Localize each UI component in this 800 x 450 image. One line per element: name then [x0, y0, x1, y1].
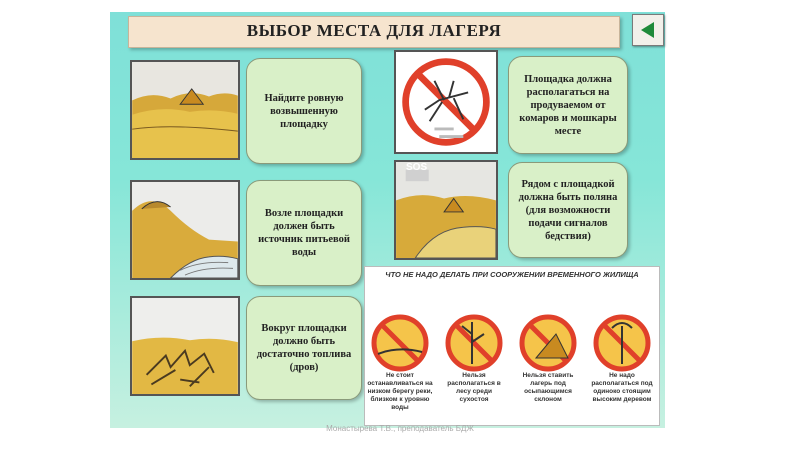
- flat-area-image: [130, 60, 240, 160]
- prohibition-icon: [590, 314, 654, 372]
- footer-credit: Монастырева Т.В., преподаватель БДЖ: [326, 424, 474, 433]
- card-fuel: Вокруг площадки должно быть достаточно топлива (дров): [246, 296, 362, 400]
- warnings-title: ЧТО НЕ НАДО ДЕЛАТЬ ПРИ СООРУЖЕНИИ ВРЕМЕННОГО ЖИЛИЩА: [385, 270, 639, 279]
- warning-caption: Нельзя ставить лагерь под осыпающимся склоном: [522, 372, 574, 403]
- warning-caption: Не стоит останавливаться на низком берегу реки, близком к уровню воды: [367, 372, 433, 411]
- card-water: Возле площадки должен быть источник питьевой воды: [246, 180, 362, 286]
- card-clearing: Рядом с площадкой должна быть поляна (для возможности подачи сигналов бедствия): [508, 162, 628, 258]
- water-source-image: [130, 180, 240, 280]
- card-ventilated: Площадка должна располагаться на продуваемом от комаров и мошкары месте: [508, 56, 628, 154]
- fuel-image: [130, 296, 240, 396]
- clearing-image: [394, 160, 498, 260]
- prohibition-icon: [516, 314, 580, 372]
- sos-label: SOS: [406, 162, 428, 173]
- prohibition-icon: [368, 314, 432, 372]
- page-title: ВЫБОР МЕСТА ДЛЯ ЛАГЕРЯ: [246, 21, 502, 40]
- triangle-left-icon: [633, 15, 663, 45]
- mosquito-image: [394, 50, 498, 154]
- prohibition-icon: [442, 314, 506, 372]
- back-button[interactable]: [632, 14, 664, 46]
- card-flat-area: Найдите ровную возвышенную площадку: [246, 58, 362, 164]
- warning-caption: Не надо располагаться под одиноко стоящим высоким деревом: [591, 372, 653, 403]
- title-bar: [128, 16, 620, 48]
- warning-caption: Нельзя располагаться в лесу среди сухостоя: [447, 372, 501, 403]
